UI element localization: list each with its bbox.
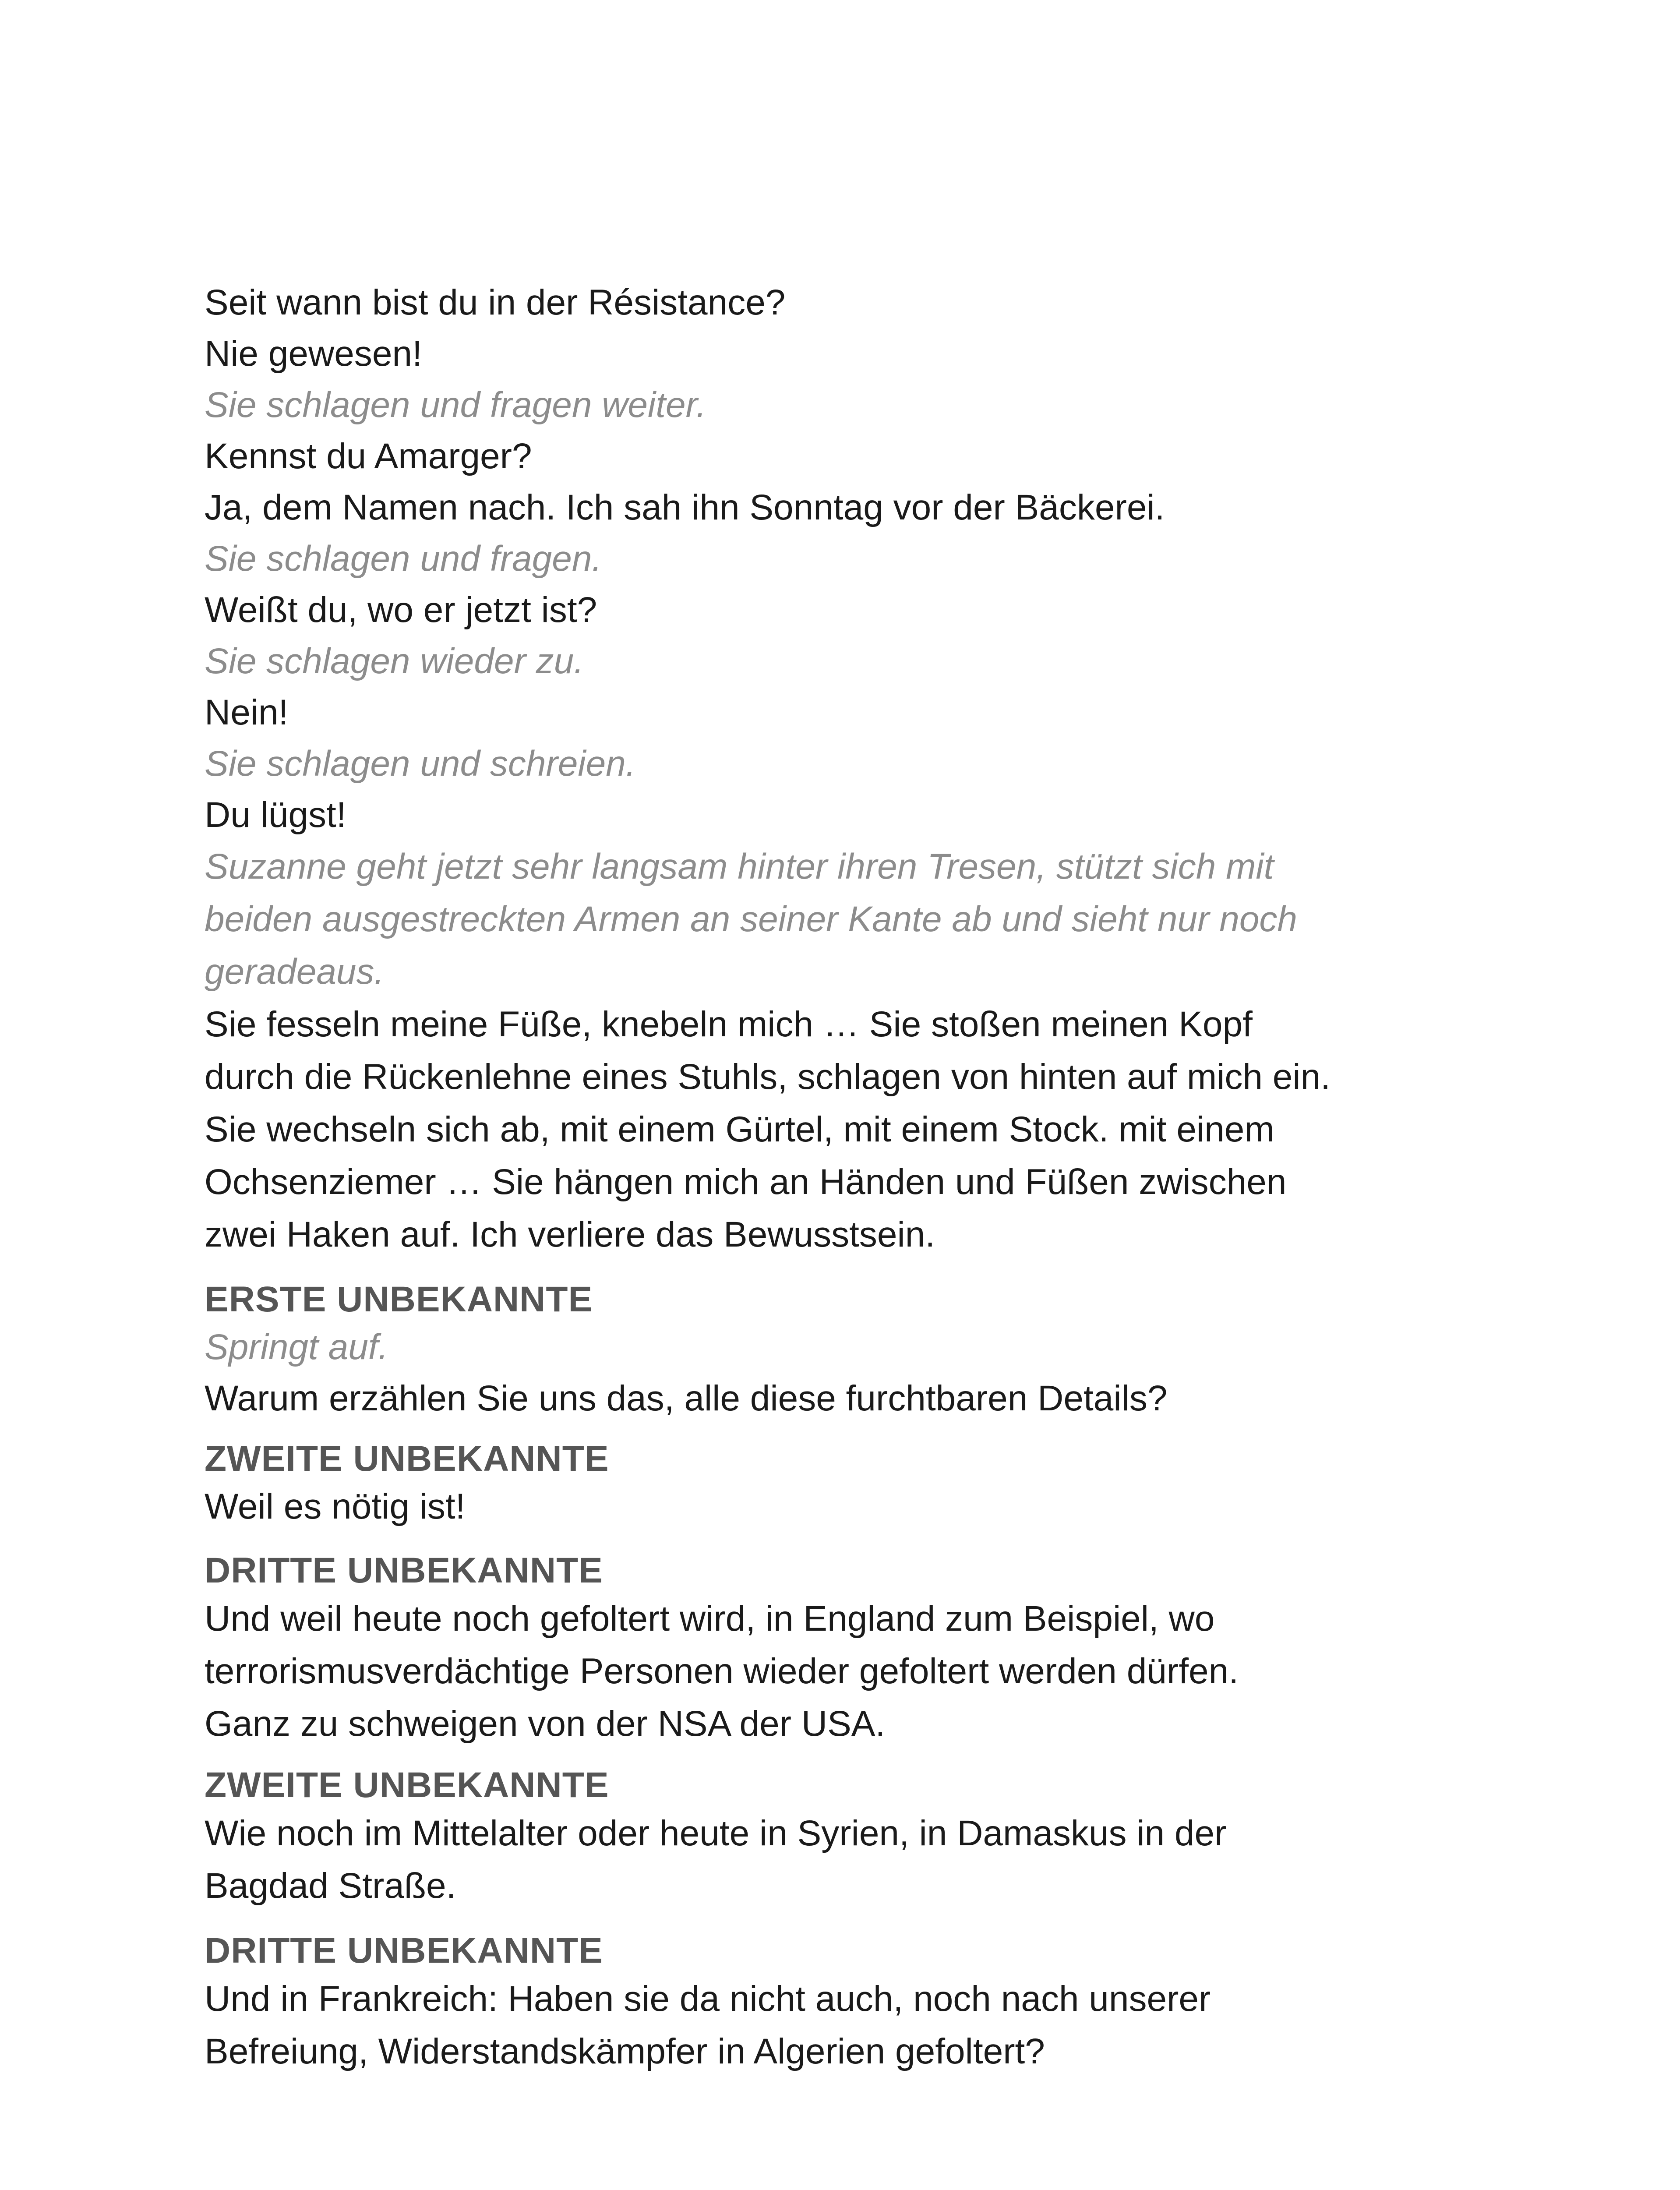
- torture-paragraph: [205, 998, 1422, 1261]
- stage-direction: Sie schlagen und fragen weiter.: [205, 385, 706, 425]
- paragraph-line: Ochsenziemer … Sie hängen mich an Händen und Füßen zwischen: [205, 1162, 1287, 1202]
- dialogue-line: Und in Frankreich: Haben sie da nicht auch, noch nach unserer: [205, 1979, 1211, 2019]
- dialogue-line: Warum erzählen Sie uns das, alle diese furchtbaren Details?: [205, 1378, 1168, 1418]
- dialogue-paragraph: [205, 1807, 1422, 1912]
- script-page-body: [205, 277, 1422, 2078]
- dialogue-paragraph: [205, 1973, 1422, 2078]
- paragraph-line: zwei Haken auf. Ich verliere das Bewusstsein.: [205, 1215, 935, 1254]
- dialogue-line: Seit wann bist du in der Résistance?: [205, 283, 786, 322]
- paragraph-line: Sie wechseln sich ab, mit einem Gürtel, mit einem Stock. mit einem: [205, 1109, 1274, 1149]
- dialogue-line: Wie noch im Mittelalter oder heute in Syrien, in Damaskus in der: [205, 1813, 1227, 1853]
- stage-direction-line: beiden ausgestreckten Armen an seiner Kante ab und sieht nur noch: [205, 899, 1298, 939]
- stage-direction: Springt auf.: [205, 1327, 388, 1367]
- stage-direction: Sie schlagen und fragen.: [205, 539, 602, 579]
- speaker-name: ERSTE UNBEKANNTE: [205, 1279, 593, 1319]
- dialogue-line: Nein!: [205, 692, 289, 732]
- dialogue-paragraph: [205, 1593, 1422, 1750]
- stage-direction-line: geradeaus.: [205, 952, 385, 992]
- dialogue-line: Du lügst!: [205, 795, 346, 835]
- stage-direction: Sie schlagen und schreien.: [205, 744, 636, 784]
- stage-direction: Sie schlagen wieder zu.: [205, 641, 584, 681]
- stage-direction-line: Suzanne geht jetzt sehr langsam hinter ihren Tresen, stützt sich mit: [205, 847, 1274, 887]
- dialogue-line: Weil es nötig ist!: [205, 1487, 466, 1526]
- dialogue-line: Befreiung, Widerstandskämpfer in Algerien gefoltert?: [205, 2031, 1045, 2071]
- dialogue-line: Und weil heute noch gefoltert wird, in England zum Beispiel, wo: [205, 1599, 1215, 1639]
- stage-direction-suzanne: [205, 841, 1422, 998]
- dialogue-line: Ganz zu schweigen von der NSA der USA.: [205, 1704, 886, 1744]
- dialogue-line: Ja, dem Namen nach. Ich sah ihn Sonntag vor der Bäckerei.: [205, 487, 1165, 527]
- speaker-name: ZWEITE UNBEKANNTE: [205, 1765, 609, 1805]
- speaker-name: ZWEITE UNBEKANNTE: [205, 1439, 609, 1479]
- dialogue-line: Weißt du, wo er jetzt ist?: [205, 590, 597, 630]
- dialogue-line: Nie gewesen!: [205, 334, 422, 374]
- speaker-name: DRITTE UNBEKANNTE: [205, 1551, 603, 1590]
- paragraph-line: durch die Rückenlehne eines Stuhls, schlagen von hinten auf mich ein.: [205, 1057, 1331, 1097]
- dialogue-line: Kennst du Amarger?: [205, 436, 532, 476]
- dialogue-line: Bagdad Straße.: [205, 1866, 456, 1906]
- speaker-name: DRITTE UNBEKANNTE: [205, 1931, 603, 1971]
- dialogue-line: terrorismusverdächtige Personen wieder gefoltert werden dürfen.: [205, 1651, 1239, 1691]
- paragraph-line: Sie fesseln meine Füße, knebeln mich … Sie stoßen meinen Kopf: [205, 1004, 1253, 1044]
